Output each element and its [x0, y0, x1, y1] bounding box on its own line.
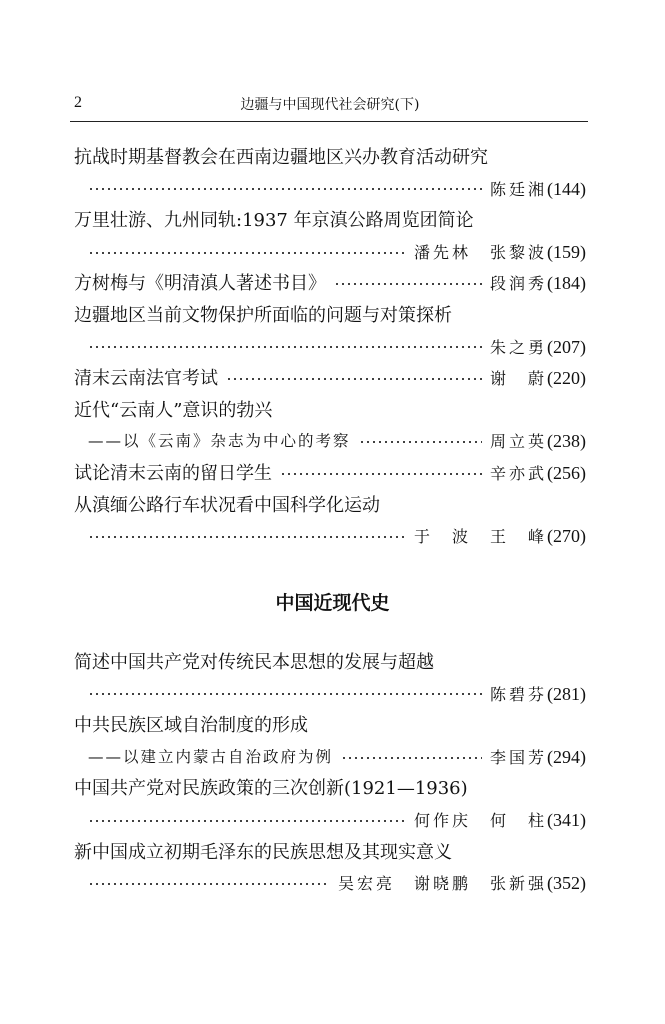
toc-leader-line [74, 237, 586, 269]
toc-block-2 [74, 647, 586, 900]
entry-page: (207) [547, 336, 586, 357]
toc-entry [74, 710, 586, 773]
entry-title: 边疆地区当前文物保护所面临的问题与对策探析 [74, 304, 452, 326]
entry-page: (159) [547, 241, 586, 262]
toc-subtitle-line [74, 426, 586, 458]
entry-authors: 陈廷湘 [489, 179, 547, 199]
dot-leader [359, 440, 482, 444]
entry-authors: 于 波 王 峰 [413, 527, 547, 547]
toc-entry [74, 300, 586, 363]
entry-authors: 朱之勇 [489, 337, 547, 357]
dot-leader [88, 535, 406, 539]
toc-block-1 [74, 142, 586, 553]
entry-authors: 陈碧芬 [489, 684, 547, 704]
toc-leader-line [74, 521, 586, 553]
entry-authors: 何作庆 何 柱 [413, 810, 547, 830]
entry-page: (281) [547, 683, 586, 704]
toc-title-line [74, 647, 586, 679]
entry-page: (238) [547, 431, 586, 452]
entry-title: 试论清末云南的留日学生 [74, 462, 272, 484]
toc-title-line [74, 710, 586, 742]
dot-leader [88, 819, 406, 823]
section-heading: 中国近现代史 [275, 592, 390, 614]
entry-page: (270) [547, 526, 586, 547]
running-header [74, 94, 586, 116]
toc-title-line [74, 837, 586, 869]
toc-entry [74, 363, 586, 395]
entry-subtitle: ——以建立内蒙古自治政府为例 [88, 747, 334, 766]
toc-leader-line [74, 805, 586, 837]
entry-authors: 周立英 [489, 432, 547, 452]
toc-entry [74, 490, 586, 553]
toc-leader-line [74, 332, 586, 364]
entry-authors: 吴宏亮 谢晓鹏 张新强 [337, 874, 547, 894]
entry-title: 中共民族区域自治制度的形成 [74, 715, 308, 737]
dot-leader [88, 187, 482, 191]
toc-entry [74, 837, 586, 900]
entry-subtitle: ——以《云南》杂志为中心的考察 [88, 432, 351, 451]
toc-title-line [74, 458, 586, 490]
entry-page: (184) [547, 273, 586, 294]
toc-leader-line [74, 174, 586, 206]
dot-leader [341, 756, 482, 760]
toc-leader-line [74, 868, 586, 900]
entry-authors: 谢 蔚 [489, 369, 547, 389]
entry-title: 简述中国共产党对传统民本思想的发展与超越 [74, 652, 434, 673]
toc-leader-line [74, 679, 586, 711]
toc-title-line [74, 363, 586, 395]
toc-subtitle-line [74, 742, 586, 774]
entry-title: 近代“云南人”意识的勃兴 [74, 399, 273, 421]
entry-authors: 李国芳 [489, 747, 547, 767]
entry-page: (256) [547, 462, 586, 483]
toc-title-line [74, 395, 586, 427]
toc-entry [74, 773, 586, 836]
entry-page: (220) [547, 368, 586, 389]
toc-title-line [74, 490, 586, 522]
entry-title: 方树梅与《明清滇人著述书目》 [74, 273, 326, 295]
toc-entry [74, 142, 586, 205]
entry-title: 清末云南法官考试 [74, 368, 218, 390]
page-number: 2 [74, 94, 82, 111]
toc-title-line [74, 773, 586, 805]
dot-leader [88, 251, 406, 255]
dot-leader [280, 472, 482, 476]
toc-entry [74, 647, 586, 710]
entry-authors: 辛亦武 [489, 463, 547, 483]
entry-title: 新中国成立初期毛泽东的民族思想及其现实意义 [74, 841, 452, 863]
toc-entry [74, 458, 586, 490]
dot-leader [88, 345, 482, 349]
toc-title-line [74, 205, 586, 237]
entry-authors: 段润秀 [489, 274, 547, 294]
book-title: 边疆与中国现代社会研究(下) [240, 97, 420, 113]
toc-entry [74, 205, 586, 268]
dot-leader [88, 882, 330, 886]
entry-page: (341) [547, 809, 586, 830]
dot-leader [226, 377, 482, 381]
entry-page: (294) [547, 746, 586, 767]
entry-title: 从滇缅公路行车状况看中国科学化运动 [74, 494, 380, 516]
toc-entry [74, 395, 586, 458]
toc-title-line [74, 268, 586, 300]
entry-authors: 潘先林 张黎波 [413, 242, 547, 262]
entry-title: 中国共产党对民族政策的三次创新(1921—1936) [74, 778, 468, 800]
toc-title-line [74, 300, 586, 332]
entry-title: 万里壮游、九州同轨:1937 年京滇公路周览团简论 [74, 210, 474, 232]
dot-leader [88, 692, 482, 696]
entry-page: (352) [547, 873, 586, 894]
toc-entry [74, 268, 586, 300]
dot-leader [334, 282, 482, 286]
toc-title-line [74, 142, 586, 174]
header-rule [70, 121, 588, 122]
entry-title: 抗战时期基督教会在西南边疆地区兴办教育活动研究 [74, 147, 488, 168]
entry-page: (144) [547, 178, 586, 199]
